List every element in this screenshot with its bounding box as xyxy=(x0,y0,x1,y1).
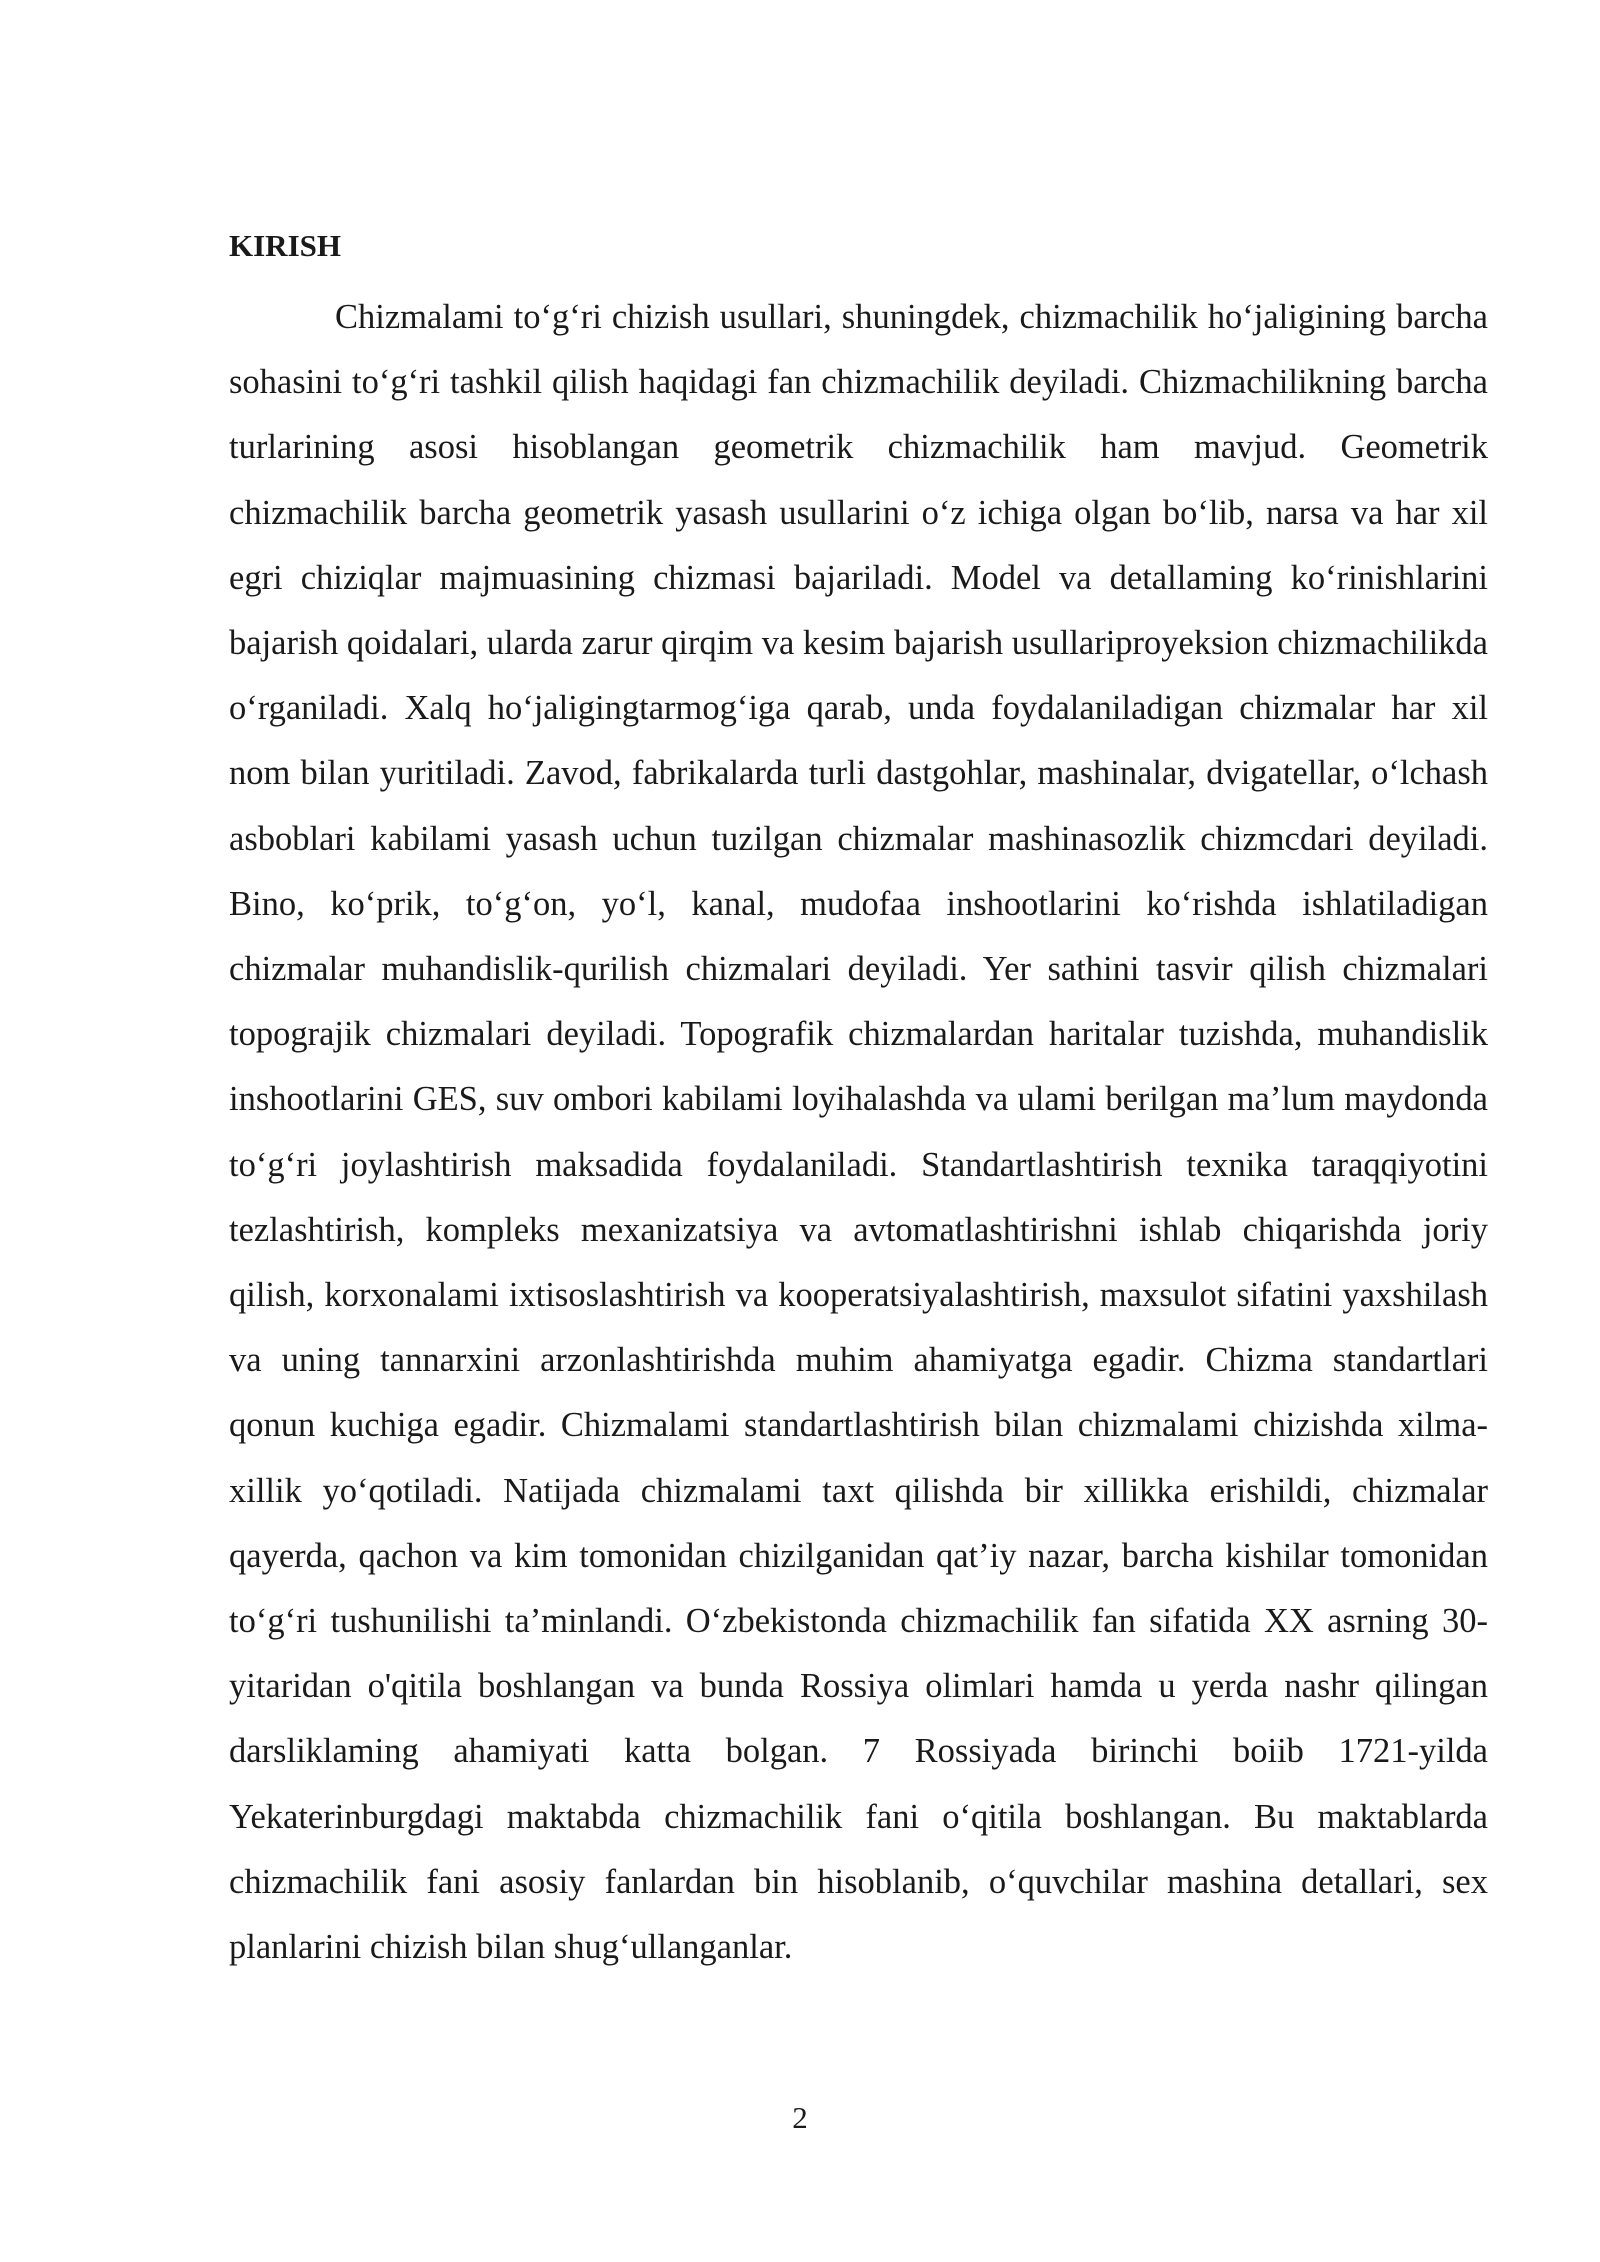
body-paragraph: Chizmalami to‘g‘ri chizish usullari, shuningdek, chizmachilik ho‘jaligining barcha sohasini to‘g‘ri tashkil qilish haqidagi fan chizmachilik deyiladi. Chizmachilikning barcha turlarining asosi hisoblangan geometrik chizmachilik ham mavjud. Geometrik chizmachilik barcha geometrik yasash usullarini o‘z ichiga olgan bo‘lib, narsa va har xil egri chiziqlar majmuasining chizmasi bajariladi. Model va detallaming ko‘rinishlarini bajarish qoidalari, ularda zarur qirqim va kesim bajarish usullariproyeksion chizmachilikda o‘rganiladi. Xalq ho‘jaligingtarmog‘iga qarab, unda foydalaniladigan chizmalar har xil nom bilan yuritiladi. Zavod, fabrikalarda turli dastgohlar, mashinalar, dvigatellar, o‘lchash asboblari kabilami yasash uchun tuzilgan chizmalar mashinasozlik chizmcdari deyiladi. Bino, ko‘prik, to‘g‘on, yo‘l, kanal, mudofaa inshootlarini ko‘rishda ishlatiladigan chizmalar muhandislik-qurilish chizmalari deyiladi. Yer sathini tasvir qilish chizmalari topograjik chizmalari deyiladi. Topografik chizmalardan haritalar tuzishda, muhandislik inshootlarini GES, suv ombori kabilami loyihalashda va ulami berilgan ma’lum maydonda to‘g‘ri joylashtirish maksadida foydalaniladi. Standartlashtirish texnika taraqqiyotini tezlashtirish, kompleks mexanizatsiya va avtomatlashtirishni ishlab chiqarishda joriy qilish, korxonalami ixtisoslashtirish va kooperatsiyalashtirish, maxsulot sifatini yaxshilash va uning tannarxini arzonlashtirishda muhim ahamiyatga egadir. Chizma standartlari qonun kuchiga egadir. Chizmalami standartlashtirish bilan chizmalami chizishda xilma-xillik yo‘qotiladi. Natijada chizmalami taxt qilishda bir xillikka erishildi, chizmalar qayerda, qachon va kim tomonidan chizilganidan qat’iy nazar, barcha kishilar tomonidan to‘g‘ri tushunilishi ta’minlandi. O‘zbekistonda chizmachilik fan sifatida XX asrning 30-yitaridan o'qitila boshlangan va bunda Rossiya olimlari hamda u yerda nashr qilingan darsliklaming ahamiyati katta bolgan. 7 Rossiyada birinchi boiib 1721-yilda Yekaterinburgdagi maktabda chizmachilik fani o‘qitila boshlangan. Bu maktablarda chizmachilik fani asosiy fanlardan bin hisoblanib, o‘quvchilar mashina detallari, sex planlarini chizish bilan shug‘ullanganlar. xyxy=(229,298,1488,1967)
page-number: 2 xyxy=(792,2100,808,2135)
section-heading: KIRISH xyxy=(229,228,341,263)
